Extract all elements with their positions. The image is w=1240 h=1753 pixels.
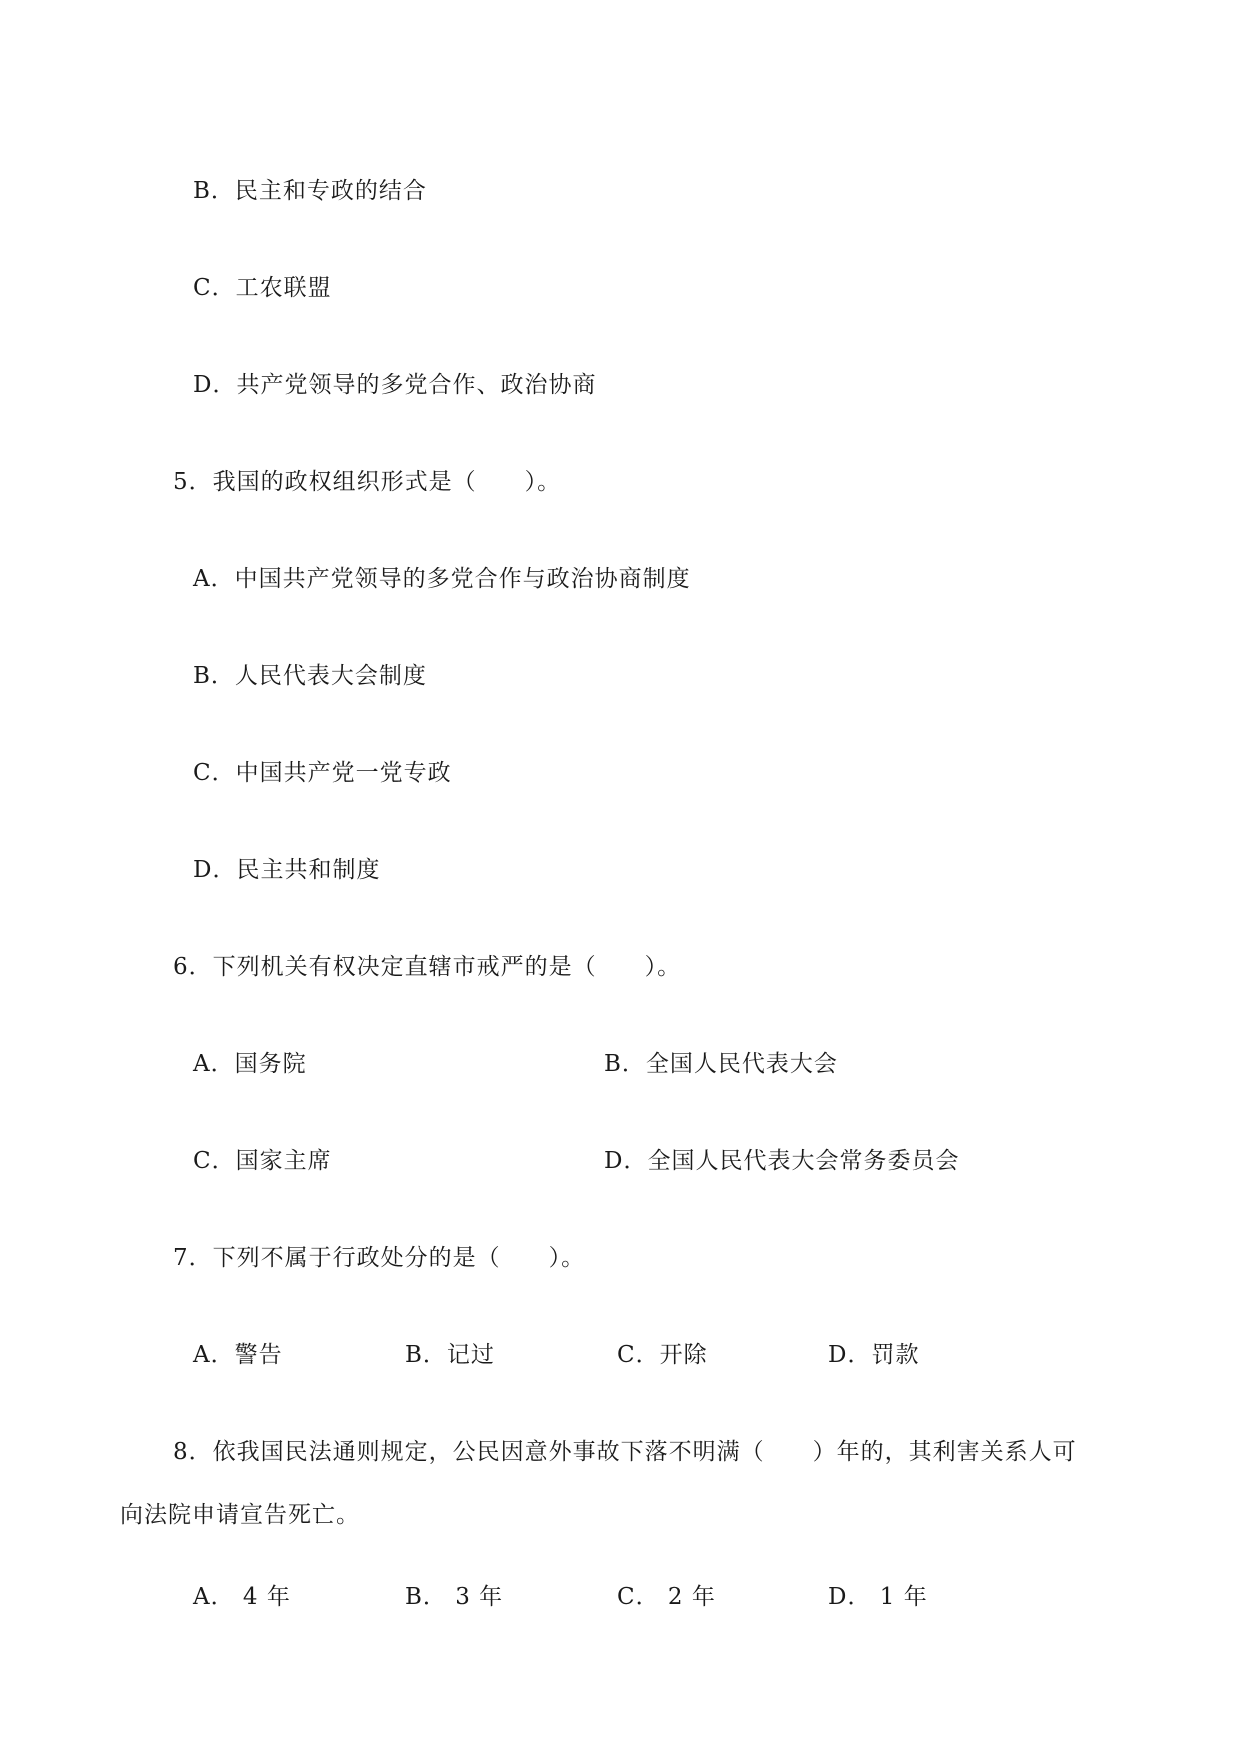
q7-option-c: C．开除	[617, 1342, 708, 1368]
q6-option-a: A．国务院	[193, 1051, 307, 1077]
q5-option-b: B．人民代表大会制度	[193, 663, 427, 689]
q6-option-b: B．全国人民代表大会	[604, 1051, 838, 1077]
q5-option-d: D．民主共和制度	[193, 857, 381, 883]
q7-option-d: D．罚款	[828, 1342, 920, 1368]
q4-option-d: D．共产党领导的多党合作、政治协商	[193, 372, 597, 398]
q8-option-c: C． 2 年	[617, 1584, 716, 1610]
q4-option-b: B．民主和专政的结合	[193, 178, 427, 204]
q4-option-c: C．工农联盟	[193, 275, 332, 301]
q7-option-a: A．警告	[193, 1342, 283, 1368]
q6-option-c: C．国家主席	[193, 1148, 332, 1174]
question-5: 5．我国的政权组织形式是（ ）。	[173, 469, 562, 495]
question-8-line-2: 向法院申请宣告死亡。	[120, 1502, 360, 1528]
q5-option-a: A．中国共产党领导的多党合作与政治协商制度	[193, 566, 691, 592]
q5-option-c: C．中国共产党一党专政	[193, 760, 452, 786]
q6-option-d: D．全国人民代表大会常务委员会	[604, 1148, 960, 1174]
question-7: 7．下列不属于行政处分的是（ ）。	[173, 1245, 586, 1271]
q8-option-a: A． 4 年	[193, 1584, 291, 1610]
q8-option-b: B． 3 年	[405, 1584, 504, 1610]
question-6: 6．下列机关有权决定直辖市戒严的是（ ）。	[173, 954, 682, 980]
q8-option-d: D． 1 年	[828, 1584, 928, 1610]
question-8-line-1: 8．依我国民法通则规定，公民因意外事故下落不明满（ ）年的，其利害关系人可	[173, 1439, 1077, 1465]
q7-option-b: B．记过	[405, 1342, 495, 1368]
